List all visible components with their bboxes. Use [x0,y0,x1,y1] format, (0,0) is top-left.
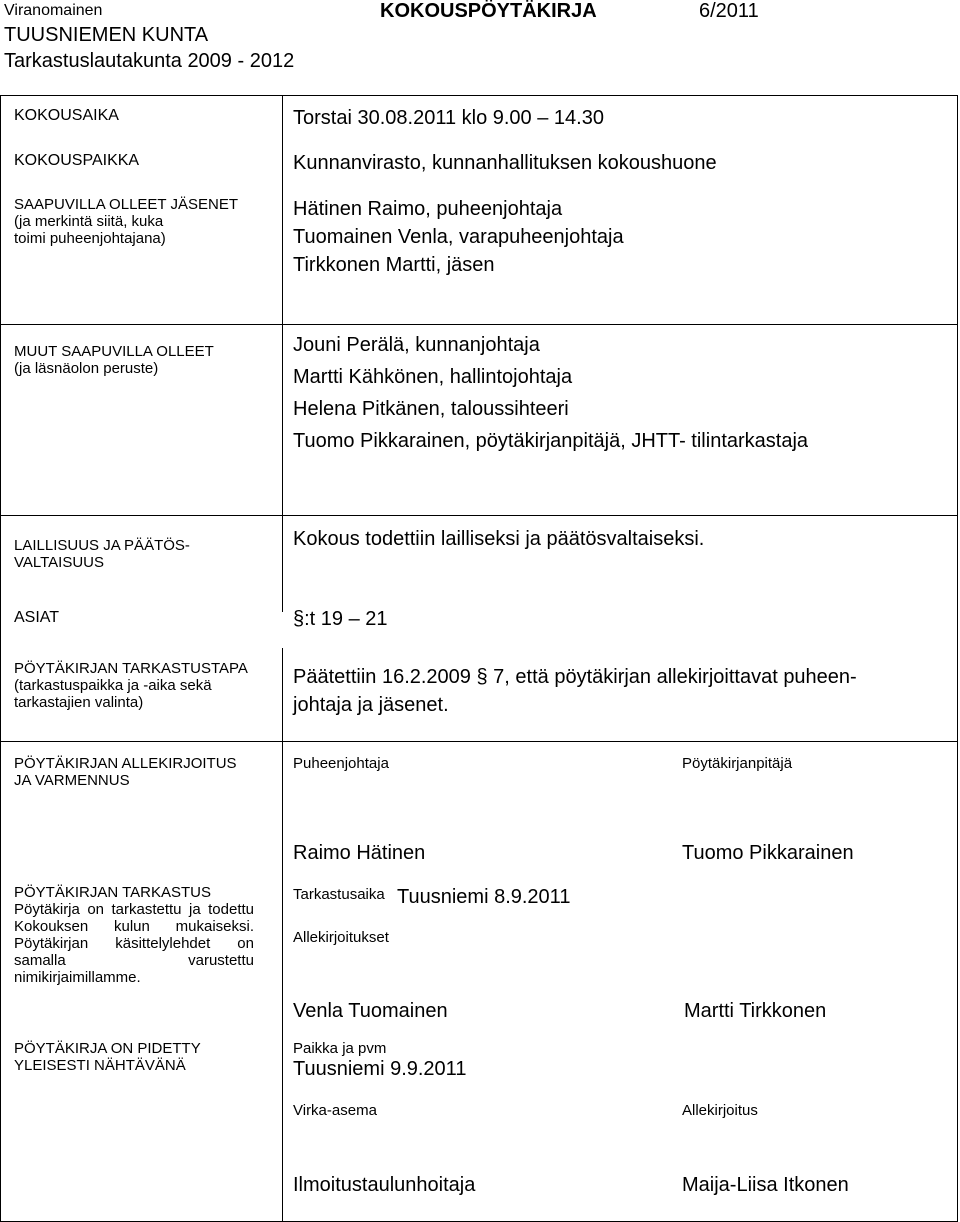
review-method-label-3: tarkastajien valinta) [14,694,144,711]
signatures-label-1: PÖYTÄKIRJAN ALLEKIRJOITUS [14,755,237,772]
review-decision-date: Päätettiin 16.2.2009 [293,666,471,688]
section-symbol: § [293,608,305,630]
document-number: 6/2011 [699,0,759,22]
members-label-2: (ja merkintä siitä, kuka [14,213,164,230]
column-divider-others [282,324,283,515]
row-divider-1 [0,324,958,325]
others-label-2: (ja läsnäolon peruste) [14,360,159,377]
document-type: KOKOUSPÖYTÄKIRJA [380,0,597,22]
signatures-label-2: JA VARMENNUS [14,772,130,789]
review-method-label-2: (tarkastuspaikka ja -aika sekä [14,677,212,694]
others-label-1: MUUT SAAPUVILLA OLLEET [14,343,214,360]
column-divider-review [282,648,283,741]
quorum-value: Kokous todettiin lailliseksi ja päätösvaltaiseksi. [293,528,705,550]
items-label: ASIAT [14,609,60,626]
member-item: Hätinen Raimo, puheenjohtaja [293,198,563,220]
municipality-name: TUUSNIEMEN KUNTA [4,24,209,46]
place-date-value: Tuusniemi 9.9.2011 [293,1058,467,1080]
chair-label: Puheenjohtaja [293,755,389,772]
table-border-left [0,95,1,1221]
inspection-time-value: Tuusniemi 8.9.2011 [397,886,571,908]
review-decision-text: 7, että pöytäkirjan allekirjoittavat puheen- [487,666,857,688]
public-display-label-1: PÖYTÄKIRJA ON PIDETTY [14,1040,201,1057]
review-method-label-1: PÖYTÄKIRJAN TARKASTUSTAPA [14,660,248,677]
column-divider-quorum [282,515,283,612]
items-value [293,608,388,631]
place-date-label: Paikka ja pvm [293,1040,387,1057]
table-border-top [0,95,958,96]
meeting-time-label: KOKOUSAIKA [14,107,119,124]
column-divider-top [282,95,283,324]
other-present-item: Tuomo Pikkarainen, pöytäkirjanpitäjä, JHTT- tilintarkastaja [293,430,809,452]
other-present-item: Jouni Perälä, kunnanjohtaja [293,334,540,356]
inspector-name: Martti Tirkkonen [684,1000,827,1022]
quorum-label-1: LAILLISUUS JA PÄÄTÖS- [14,537,190,554]
board-name: Tarkastuslautakunta 2009 - 2012 [4,50,295,72]
inspector-name: Venla Tuomainen [293,1000,448,1022]
secretary-name: Tuomo Pikkarainen [682,842,854,864]
public-display-label-2: YLEISESTI NÄHTÄVÄNÄ [14,1057,186,1074]
items-range: :t 19 – 21 [304,608,388,630]
other-present-item: Martti Kähkönen, hallintojohtaja [293,366,573,388]
members-label-3: toimi puheenjohtajana) [14,230,166,247]
section-symbol: § [476,666,488,688]
table-border-right [957,95,958,1221]
meeting-place-label: KOKOUSPAIKKA [14,152,140,169]
quorum-label-2: VALTAISUUS [14,554,105,571]
inspection-signatures-label: Allekirjoitukset [293,929,389,946]
author-role: Viranomainen [4,2,103,19]
other-present-item: Helena Pitkänen, taloussihteeri [293,398,569,420]
signature-label: Allekirjoitus [682,1102,758,1119]
column-divider-bottom [282,741,283,1222]
meeting-time-value: Torstai 30.08.2011 klo 9.00 – 14.30 [293,107,604,129]
secretary-label: Pöytäkirjanpitäjä [682,755,793,772]
row-divider-2 [0,515,958,516]
inspection-label-text: Pöytäkirja on tarkastettu ja todettu Kokouksen kulun mukaiseksi. Pöytäkirjan käsittelylehdet on samalla varustettu nimikirjaimillamme. [14,901,254,986]
position-value: Ilmoitustaulunhoitaja [293,1174,476,1196]
position-label: Virka-asema [293,1102,377,1119]
review-method-value-1 [293,666,857,689]
inspection-time-label: Tarkastusaika [293,886,385,903]
member-item: Tirkkonen Martti, jäsen [293,254,495,276]
chair-name: Raimo Hätinen [293,842,426,864]
inspection-label-title: PÖYTÄKIRJAN TARKASTUS [14,884,211,901]
members-label-1: SAAPUVILLA OLLEET JÄSENET [14,196,238,213]
signer-name: Maija-Liisa Itkonen [682,1174,849,1196]
row-divider-3 [0,741,958,742]
meeting-place-value: Kunnanvirasto, kunnanhallituksen kokoushuone [293,152,717,174]
member-item: Tuomainen Venla, varapuheenjohtaja [293,226,624,248]
review-method-value-2: johtaja ja jäsenet. [293,694,449,716]
